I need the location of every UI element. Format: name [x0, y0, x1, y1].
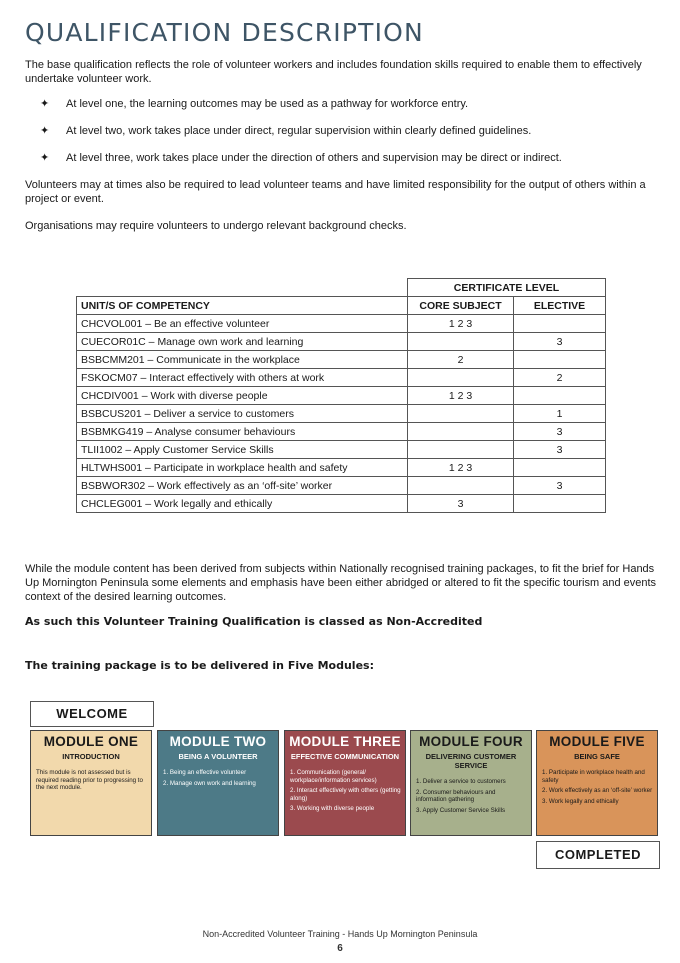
bullet-item [40, 151, 660, 178]
core-subject-column-header: CORE SUBJECT [408, 297, 514, 315]
intro-paragraph: The base qualification reflects the role of volunteer workers and includes foundation skills required to enable them to effectively undertake volunteer work. [25, 59, 642, 85]
table-row [77, 423, 606, 441]
table-header-row [77, 297, 606, 315]
unit-cell: BSBCUS201 – Deliver a service to customers [77, 405, 408, 423]
module-topic: 2. Manage own work and learning [163, 779, 256, 787]
core-subject-cell: 1 2 3 [408, 459, 514, 477]
background-checks-paragraph: Organisations may require volunteers to undergo relevant background checks. [25, 220, 407, 232]
module-content-paragraph: While the module content has been derived from subjects within Nationally recognised training packages, to fit the brief for Hands Up Mornington Peninsula some elements and emphasis have been either abridged or altered to fit the specific tourism and events context of the desired learning outcomes. [25, 563, 657, 603]
elective-cell: 3 [514, 477, 606, 495]
table-row [77, 459, 606, 477]
page-number: 6 [337, 943, 343, 954]
module-topic: 1. Deliver a service to customers [416, 778, 506, 785]
core-subject-cell: 1 2 3 [408, 315, 514, 333]
elective-cell [514, 459, 606, 477]
module-topic: 2. Interact effectively with others (getting along) [290, 787, 401, 802]
bullet-text: At level one, the learning outcomes may be used as a pathway for workforce entry. [66, 98, 469, 110]
core-subject-cell [408, 369, 514, 387]
star-bullet-icon: ✦ [40, 152, 50, 164]
footer-text: Non-Accredited Volunteer Training - Hands Up Mornington Peninsula [202, 929, 478, 939]
bullet-text: At level three, work takes place under the direction of others and supervision may be direct or indirect. [66, 152, 562, 164]
unit-cell: BSBMKG419 – Analyse consumer behaviours [77, 423, 408, 441]
elective-cell: 3 [514, 333, 606, 351]
unit-cell: CHCDIV001 – Work with diverse people [77, 387, 408, 405]
module-topic: This module is not assessed but is required reading prior to progressing to the next module. [36, 769, 143, 791]
table-row [77, 441, 606, 459]
module-title: MODULE THREE [289, 734, 401, 749]
star-bullet-icon: ✦ [40, 98, 50, 110]
unit-cell: BSBCMM201 – Communicate in the workplace [77, 351, 408, 369]
module-subtitle: BEING A VOLUNTEER [178, 752, 258, 761]
module-title: MODULE FIVE [549, 734, 645, 749]
module-topics [416, 778, 527, 814]
module-topics [163, 769, 274, 787]
bullet-text: At level two, work takes place under direct, regular supervision within clearly defined guidelines. [66, 125, 532, 137]
core-subject-cell [408, 333, 514, 351]
volunteers-paragraph: Volunteers may at times also be required to lead volunteer teams and have limited responsibility for the output of others within a project or event. [25, 179, 646, 205]
table-row [77, 315, 606, 333]
module-title: MODULE FOUR [419, 734, 523, 749]
level-bullet-list [40, 97, 660, 178]
module-topic: 2. Work effectively as an ‘off-site’ worker [542, 787, 653, 794]
competency-table [76, 278, 606, 513]
module-box [30, 730, 152, 836]
core-subject-cell [408, 405, 514, 423]
table-row [77, 351, 606, 369]
unit-cell: CUECOR01C – Manage own work and learning [77, 333, 408, 351]
table-row [77, 405, 606, 423]
table-group-header-row [77, 279, 606, 297]
completed-box: COMPLETED [536, 841, 660, 869]
table-row [77, 495, 606, 513]
module-topic: 3. Work legally and ethically [542, 797, 619, 805]
core-subject-cell [408, 441, 514, 459]
table-row [77, 333, 606, 351]
module-subtitle: EFFECTIVE COMMUNICATION [290, 752, 400, 761]
elective-cell [514, 351, 606, 369]
table-row [77, 369, 606, 387]
elective-cell [514, 387, 606, 405]
module-topics [542, 769, 653, 805]
module-box [284, 730, 406, 836]
module-subtitle: DELIVERING CUSTOMER SERVICE [425, 752, 517, 770]
elective-cell [514, 495, 606, 513]
module-topic: 2. Consumer behaviours and information gathering [416, 788, 496, 803]
unit-cell: TLII1002 – Apply Customer Service Skills [77, 441, 408, 459]
module-topic: 3. Working with diverse people [290, 805, 375, 812]
non-accredited-statement: As such this Volunteer Training Qualification is classed as Non-Accredited [25, 615, 483, 628]
certificate-level-header: CERTIFICATE LEVEL [408, 279, 606, 297]
elective-cell: 3 [514, 423, 606, 441]
welcome-box: WELCOME [30, 701, 154, 727]
unit-cell: BSBWOR302 – Work effectively as an ‘off-site’ worker [77, 477, 408, 495]
module-subtitle: INTRODUCTION [62, 752, 120, 761]
core-subject-cell [408, 423, 514, 441]
elective-column-header: ELECTIVE [514, 297, 606, 315]
bullet-item [40, 124, 660, 151]
elective-cell: 2 [514, 369, 606, 387]
unit-cell: FSKOCM07 – Interact effectively with others at work [77, 369, 408, 387]
unit-cell: CHCVOL001 – Be an effective volunteer [77, 315, 408, 333]
module-topics [36, 769, 147, 792]
page-title: QUALIFICATION DESCRIPTION [25, 18, 424, 47]
module-subtitle: BEING SAFE [574, 752, 620, 761]
core-subject-cell [408, 477, 514, 495]
module-box [157, 730, 279, 836]
star-bullet-icon: ✦ [40, 125, 50, 137]
table-row [77, 387, 606, 405]
module-topic: 1. Communication (general/ workplace/information services) [290, 769, 377, 784]
module-box [410, 730, 532, 836]
units-column-header: UNIT/S OF COMPETENCY [77, 297, 408, 315]
unit-cell: CHCLEG001 – Work legally and ethically [77, 495, 408, 513]
bullet-item [40, 97, 660, 124]
core-subject-cell: 3 [408, 495, 514, 513]
module-topic: 3. Apply Customer Service Skills [416, 806, 506, 814]
delivery-statement: The training package is to be delivered in Five Modules: [25, 659, 374, 672]
core-subject-cell: 2 [408, 351, 514, 369]
elective-cell: 3 [514, 441, 606, 459]
module-topic: 1. Participate in workplace health and safety [542, 769, 645, 784]
blank-header-cell [77, 279, 408, 297]
module-box [536, 730, 658, 836]
module-topic: 1. Being an effective volunteer [163, 769, 247, 776]
module-title: MODULE TWO [169, 734, 267, 749]
elective-cell: 1 [514, 405, 606, 423]
unit-cell: HLTWHS001 – Participate in workplace health and safety [77, 459, 408, 477]
table-row [77, 477, 606, 495]
elective-cell [514, 315, 606, 333]
core-subject-cell: 1 2 3 [408, 387, 514, 405]
module-title: MODULE ONE [43, 734, 139, 749]
module-topics [290, 769, 401, 813]
